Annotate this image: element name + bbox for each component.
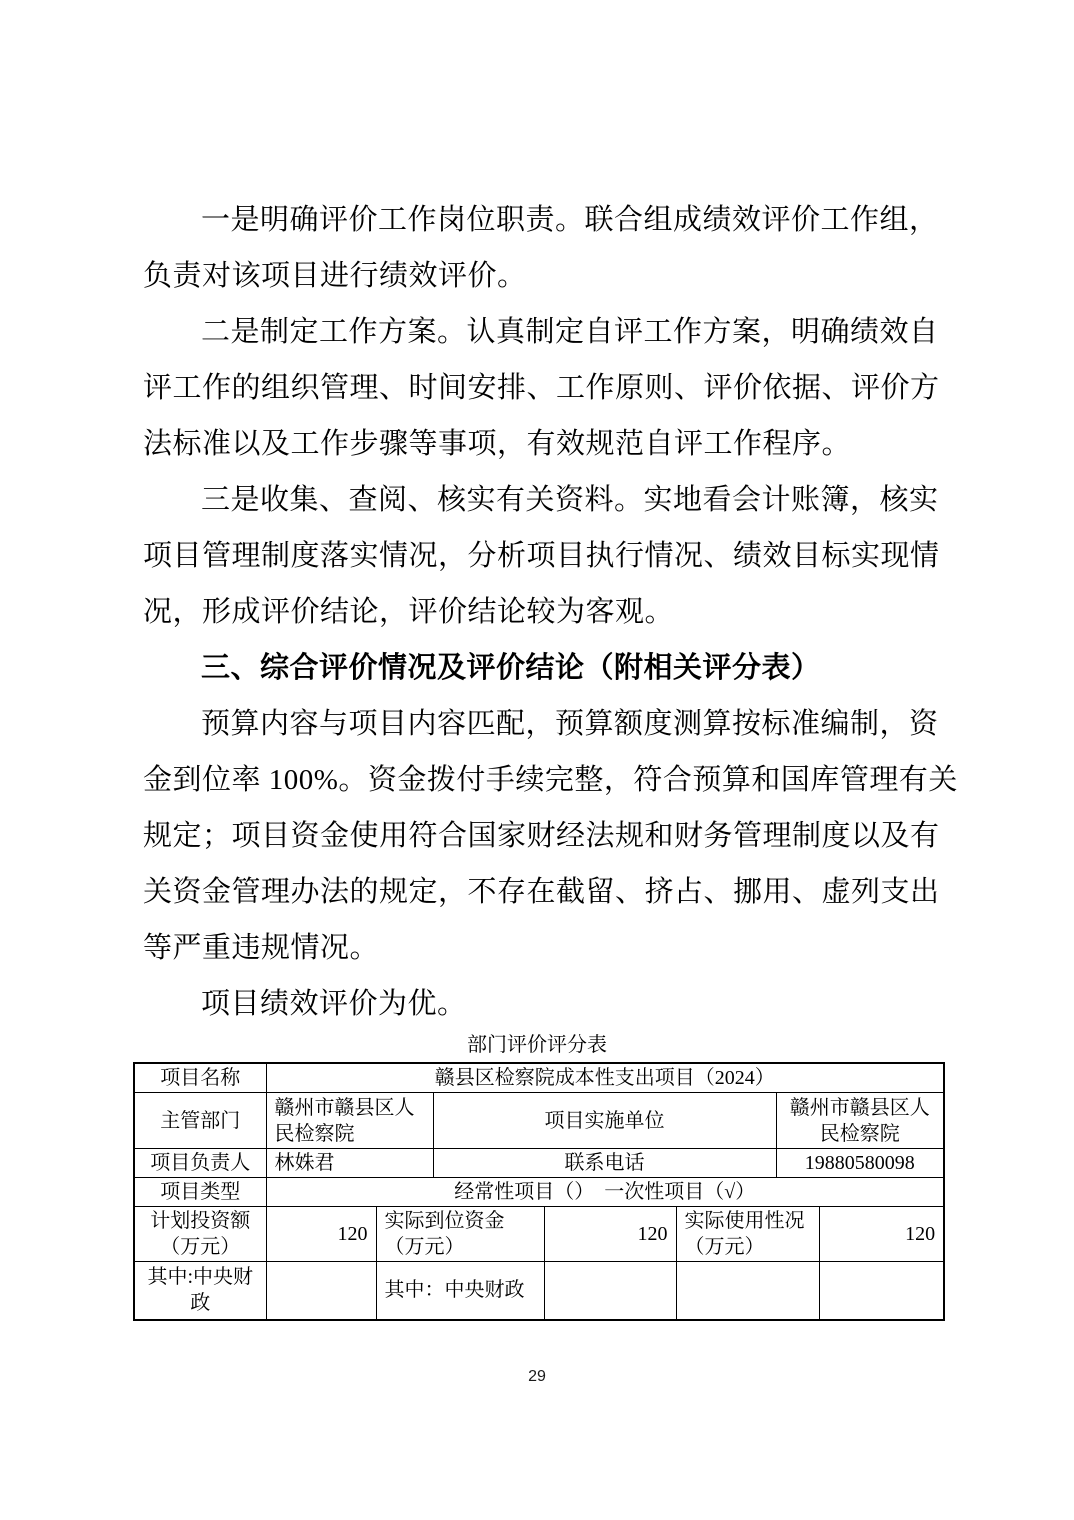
cell-phone-value: 19880580098 [776, 1149, 944, 1178]
body-line: 预算内容与项目内容匹配，预算额度测算按标准编制，资 [201, 708, 939, 740]
table-title: 部门评价评分表 [467, 1034, 607, 1056]
body-line: 等严重违规情况。 [143, 932, 380, 964]
table-row-department [134, 1093, 944, 1149]
cell-actual-usage-value: 120 [819, 1207, 944, 1262]
cell-type-label: 项目类型 [134, 1178, 266, 1207]
cell-phone-label: 联系电话 [433, 1149, 776, 1178]
cell-empty [544, 1262, 676, 1320]
cell-empty [676, 1262, 819, 1320]
body-line: 关资金管理办法的规定，不存在截留、挤占、挪用、虚列支出 [143, 876, 940, 908]
page-number: 29 [528, 1368, 546, 1385]
table-row-investment [134, 1207, 944, 1262]
cell-actual-funds-label: 实际到位资金（万元） [376, 1207, 544, 1262]
body-line: 三是收集、查阅、核实有关资料。实地看会计账簿，核实 [201, 484, 939, 516]
cell-impl-unit-value: 赣州市赣县区人民检察院 [776, 1093, 944, 1149]
cell-type-value: 经常性项目（） 一次性项目（√） [266, 1178, 944, 1207]
cell-dept-label: 主管部门 [134, 1093, 266, 1149]
body-line: 项目管理制度落实情况，分析项目执行情况、绩效目标实现情 [143, 540, 940, 572]
cell-dept-value: 赣州市赣县区人民检察院 [266, 1093, 433, 1149]
body-line: 况，形成评价结论，评价结论较为客观。 [143, 596, 675, 628]
body-line: 一是明确评价工作岗位职责。联合组成绩效评价工作组， [201, 204, 939, 236]
cell-actual-usage-label: 实际使用性况（万元） [676, 1207, 819, 1262]
cell-project-name-label: 项目名称 [134, 1063, 266, 1093]
body-line: 评工作的组织管理、时间安排、工作原则、评价依据、评价方 [143, 372, 940, 404]
table-row-central-finance [134, 1262, 944, 1320]
body-line: 规定；项目资金使用符合国家财经法规和财务管理制度以及有 [143, 820, 940, 852]
cell-impl-unit-label: 项目实施单位 [433, 1093, 776, 1149]
body-line: 项目绩效评价为优。 [201, 988, 467, 1020]
cell-planned-investment-value: 120 [266, 1207, 376, 1262]
cell-empty [266, 1262, 376, 1320]
body-line: 法标准以及工作步骤等事项，有效规范自评工作程序。 [143, 428, 852, 460]
cell-central-finance-label-2: 其中：中央财政 [376, 1262, 544, 1320]
cell-central-finance-label-1: 其中:中央财政 [134, 1262, 266, 1320]
table-row-project-name [134, 1063, 944, 1093]
cell-project-name-value: 赣县区检察院成本性支出项目（2024） [266, 1063, 944, 1093]
body-line: 二是制定工作方案。认真制定自评工作方案，明确绩效自 [201, 316, 939, 348]
cell-leader-label: 项目负责人 [134, 1149, 266, 1178]
scoring-table [133, 1062, 945, 1321]
document-body [143, 192, 958, 1032]
body-line: 金到位率 100%。资金拨付手续完整，符合预算和国库管理有关 [143, 764, 958, 796]
cell-empty [819, 1262, 944, 1320]
cell-leader-name: 林姝君 [266, 1149, 433, 1178]
cell-actual-funds-value: 120 [544, 1207, 676, 1262]
table-row-leader [134, 1149, 944, 1178]
cell-planned-investment-label: 计划投资额（万元） [134, 1207, 266, 1262]
section-heading: 三、综合评价情况及评价结论（附相关评分表） [201, 652, 821, 684]
body-line: 负责对该项目进行绩效评价。 [143, 260, 527, 292]
table-row-project-type [134, 1178, 944, 1207]
